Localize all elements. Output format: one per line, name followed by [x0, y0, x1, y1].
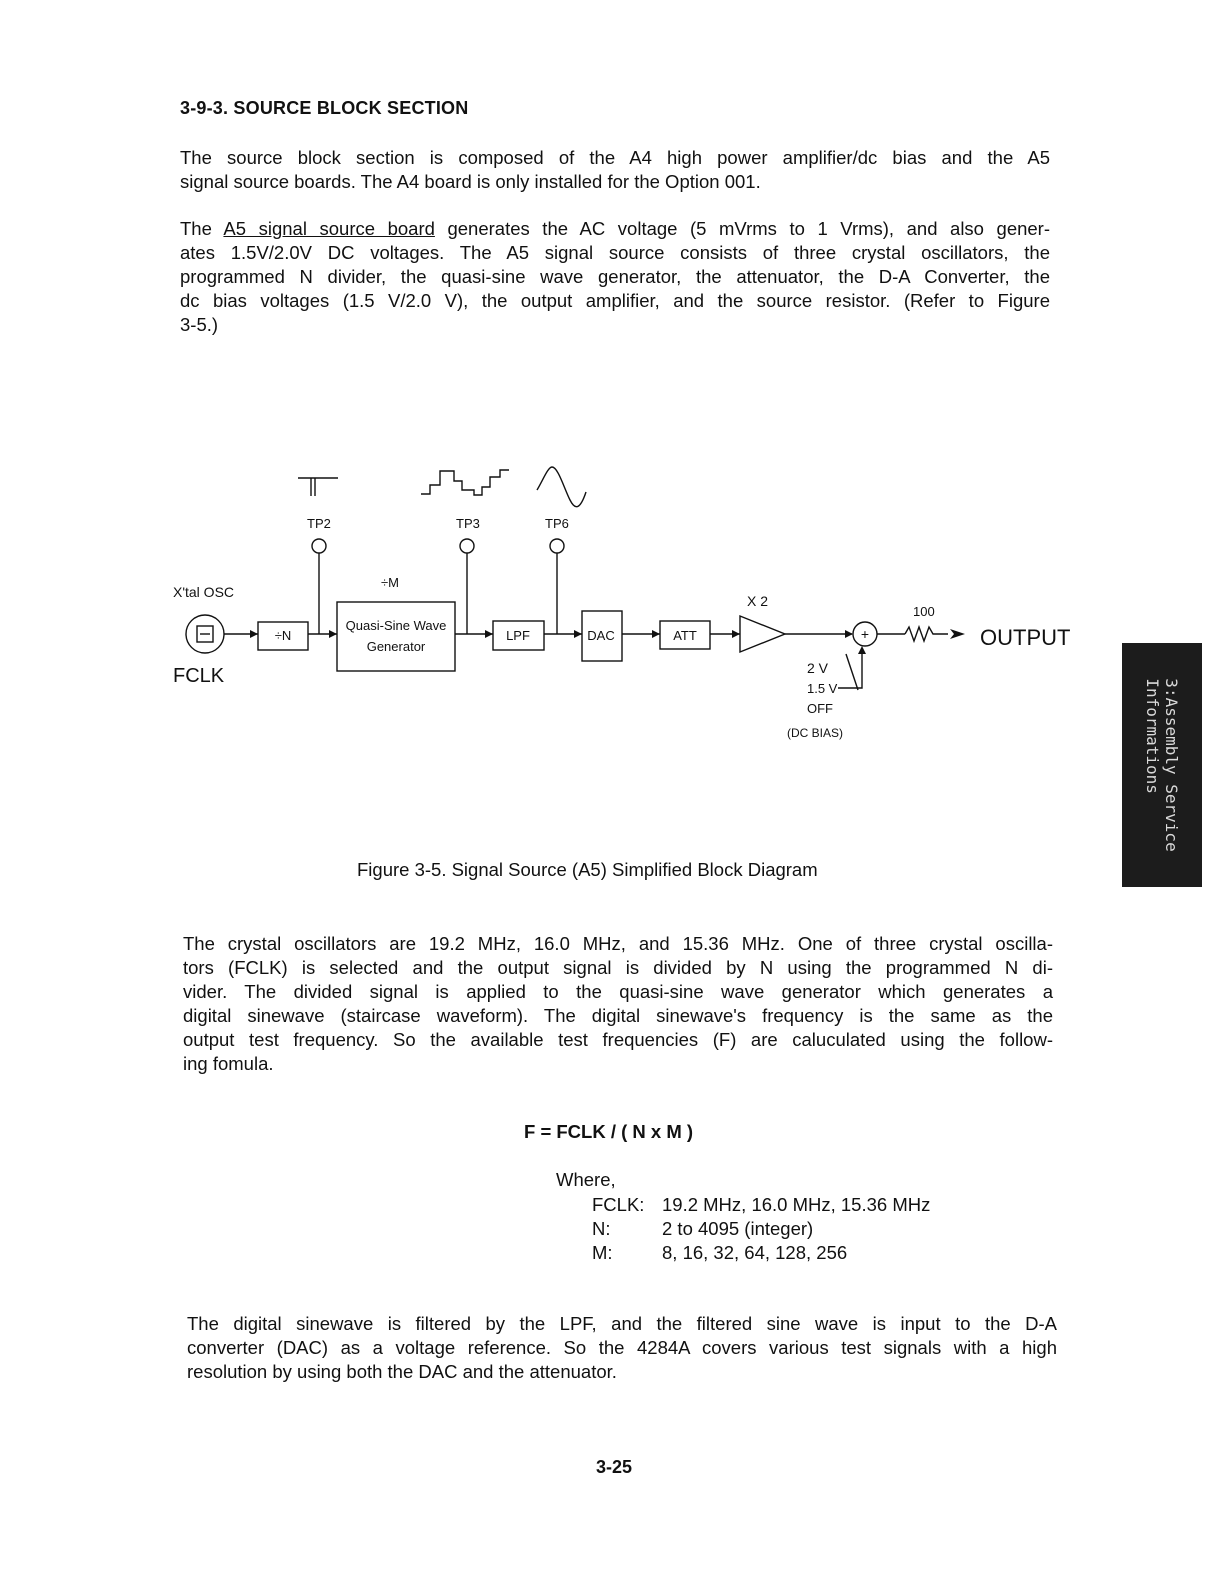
- tp2-label: TP2: [307, 516, 331, 531]
- sine-waveform-icon: [537, 467, 586, 507]
- definition-row: [592, 1241, 930, 1265]
- chapter-side-tab: [1122, 643, 1202, 887]
- side-tab-text: [1143, 678, 1181, 851]
- text-line: The source block section is composed of the A4 high power amplifier/dc bias and the A5: [180, 147, 1050, 168]
- dc-bias-line: [838, 652, 862, 688]
- arrowhead: [858, 646, 866, 654]
- text-fragment: The: [180, 218, 224, 239]
- gain-label: X 2: [747, 593, 769, 609]
- divide-m-label: ÷M: [381, 575, 399, 590]
- test-point-tp3: [460, 539, 474, 553]
- quasi-sine-generator-block: [337, 602, 455, 671]
- text-line: tors (FCLK) is selected and the output signal is divided by N using the programmed N di-: [183, 957, 1053, 978]
- definition-key: M:: [592, 1242, 613, 1263]
- text-line: 3-5.): [180, 314, 219, 335]
- test-point-tp2: [312, 539, 326, 553]
- arrowhead: [845, 630, 853, 638]
- definition-value: 2 to 4095 (integer): [662, 1218, 814, 1239]
- text-line: digital sinewave (staircase waveform). The digital sinewave's frequency is the same as the: [183, 1005, 1053, 1026]
- bias-off-label: OFF: [807, 701, 833, 716]
- text-line: signal source boards. The A4 board is only installed for the Option 001.: [180, 171, 761, 192]
- bias-1-5v-label: 1.5 V: [807, 681, 838, 696]
- tp6-label: TP6: [545, 516, 569, 531]
- arrowhead: [950, 629, 965, 639]
- text-line: output test frequency. So the available test frequencies (F) are caluculated using the follow-: [183, 1029, 1053, 1050]
- text-line: vider. The divided signal is applied to the quasi-sine wave generator which generates a: [183, 981, 1053, 1002]
- output-label: OUTPUT: [980, 625, 1071, 650]
- staircase-waveform-icon: [421, 470, 509, 495]
- side-tab-line: 3:Assembly Service: [1162, 678, 1181, 852]
- plus-sign: +: [860, 626, 870, 642]
- side-tab-line: Informations: [1143, 678, 1162, 794]
- arrowhead: [485, 630, 493, 638]
- page-number: 3-25: [596, 1457, 633, 1477]
- resistor-value-label: 100: [913, 604, 935, 619]
- text-line: converter (DAC) as a voltage reference. So the 4284A covers various test signals with a high: [187, 1337, 1057, 1358]
- bias-2v-label: 2 V: [807, 660, 829, 676]
- arrowhead: [652, 630, 660, 638]
- text-line: ates 1.5V/2.0V DC voltages. The A5 signal source consists of three crystal oscillators, the: [180, 242, 1050, 263]
- arrowhead: [732, 630, 740, 638]
- text-line: resolution by using both the DAC and the attenuator.: [187, 1361, 617, 1382]
- paragraph-lpf-dac: [187, 1312, 1057, 1384]
- fclk-label: FCLK: [173, 665, 225, 687]
- amplifier-symbol: [740, 616, 785, 652]
- generator-label-line1: Quasi-Sine Wave: [345, 618, 447, 633]
- dc-bias-label: (DC BIAS): [787, 726, 844, 740]
- text-fragment: generates the AC voltage (5 mVrms to 1 Vrms), and also gener-: [434, 218, 1051, 239]
- crystal-osc-label: X'tal OSC: [173, 584, 235, 600]
- generator-label-line2: Generator: [366, 639, 426, 654]
- lpf-label: LPF: [506, 628, 530, 643]
- resistor-symbol: [905, 627, 948, 641]
- pulse-waveform-icon: [298, 478, 338, 496]
- text-line: ing fomula.: [183, 1053, 274, 1074]
- figure-caption: Figure 3-5. Signal Source (A5) Simplified Block Diagram: [357, 859, 818, 880]
- divide-n-label: ÷N: [274, 628, 292, 643]
- definition-key: FCLK:: [592, 1194, 645, 1215]
- arrowhead: [250, 630, 258, 638]
- text-line: The crystal oscillators are 19.2 MHz, 16.0 MHz, and 15.36 MHz. One of three crystal oscilla-: [183, 933, 1053, 954]
- definition-row: [592, 1217, 930, 1241]
- text-line: dc bias voltages (1.5 V/2.0 V), the output amplifier, and the source resistor. (Refer to Figure: [180, 290, 1050, 311]
- underlined-term: A5 signal source board: [223, 218, 435, 239]
- paragraph-crystal-oscillators: [183, 932, 1053, 1076]
- dac-label: DAC: [587, 628, 615, 643]
- text-line: programmed N divider, the quasi-sine wave generator, the attenuator, the D-A Converter, the: [180, 266, 1050, 287]
- section-heading: 3-9-3. SOURCE BLOCK SECTION: [180, 98, 469, 118]
- arrowhead: [329, 630, 337, 638]
- test-point-tp6: [550, 539, 564, 553]
- definition-value: 19.2 MHz, 16.0 MHz, 15.36 MHz: [662, 1194, 931, 1215]
- frequency-formula: F = FCLK / ( N x M ): [524, 1121, 694, 1142]
- arrowhead: [574, 630, 582, 638]
- text-line: The digital sinewave is filtered by the LPF, and the filtered sine wave is input to the D-A: [187, 1313, 1057, 1334]
- att-label: ATT: [673, 628, 697, 643]
- definition-key: N:: [592, 1218, 611, 1239]
- formula-definitions: [592, 1193, 930, 1265]
- tp3-label: TP3: [456, 516, 480, 531]
- definition-row: [592, 1193, 930, 1217]
- where-label: Where,: [556, 1169, 616, 1190]
- definition-value: 8, 16, 32, 64, 128, 256: [662, 1242, 848, 1263]
